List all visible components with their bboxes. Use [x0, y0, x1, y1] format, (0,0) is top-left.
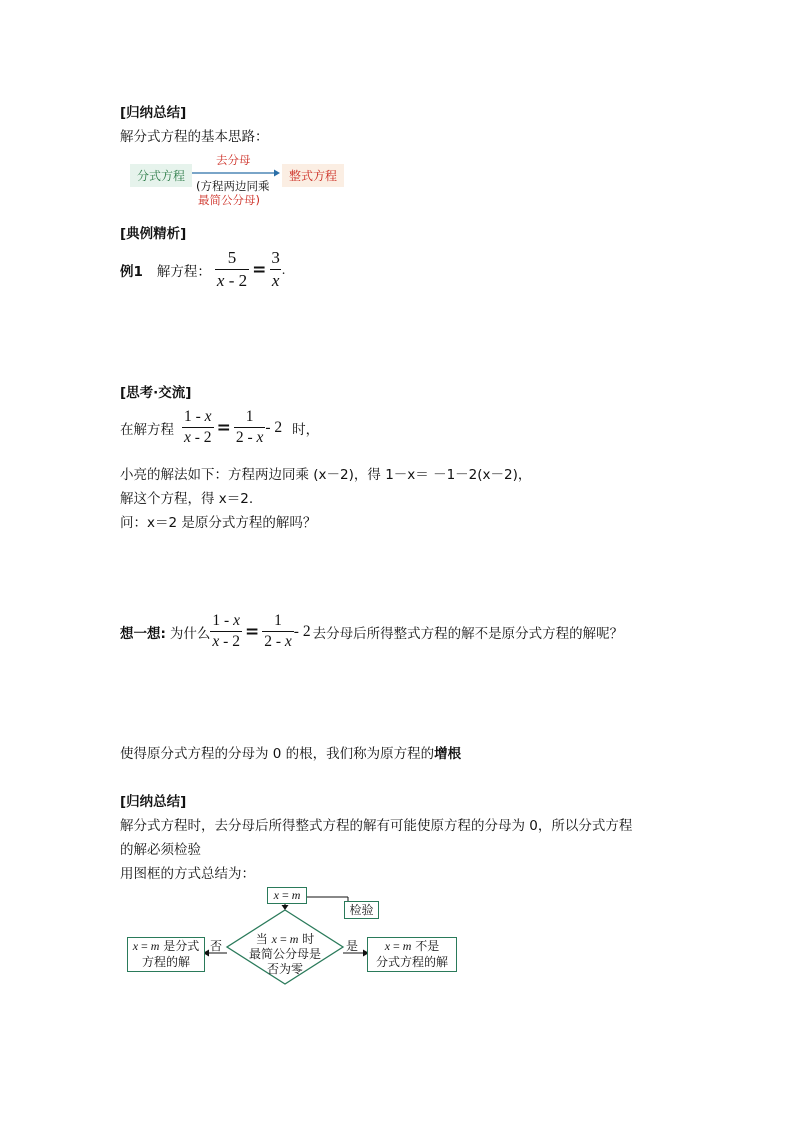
flow-left-box: 分式方程: [130, 164, 192, 187]
definition-text: 使得原分式方程的分母为 0 的根，我们称为原方程的: [120, 746, 435, 762]
numerator: 1: [274, 612, 282, 629]
xiaoliang-method: 小亮的解法如下：方程两边同乘 (x－2)，得 1－x＝ －1－2(x－2)，: [120, 467, 532, 483]
start-var: x: [273, 888, 279, 902]
think2-lhs-fraction: [210, 612, 242, 651]
fraction-var: x: [216, 271, 225, 290]
diamond-var: x: [271, 932, 277, 946]
result-eq: =: [390, 939, 403, 953]
fraction-numerator: 3: [271, 248, 280, 267]
result-var: x: [384, 939, 391, 953]
equals-sign: =: [252, 259, 267, 280]
equation-tail: - 2: [293, 622, 311, 640]
example-1-label: 例1: [120, 263, 143, 280]
period: .: [281, 261, 286, 277]
example-1-lhs-fraction: [215, 248, 249, 291]
diamond-text-part: 当: [255, 932, 272, 946]
equals-sign: =: [216, 417, 231, 438]
example-1-text: 解方程：: [156, 263, 211, 280]
numerator-part: 1 -: [212, 612, 234, 629]
think2-line: [120, 612, 623, 651]
flow-arrow-icon: [192, 168, 280, 178]
result-text: 不是: [411, 939, 440, 953]
solve-line: 解这个方程，得 x＝2.: [120, 491, 254, 507]
think-rhs-fraction: [234, 408, 266, 447]
fraction-numerator: 5: [227, 248, 237, 267]
flow-arrow-note-2: 最简公分母): [198, 193, 260, 207]
start-m: m: [291, 888, 301, 902]
think2-label: 想一想:: [120, 625, 166, 642]
extraneous-root-definition: [120, 742, 461, 762]
result-eq: =: [138, 939, 151, 953]
summary2-line-3: 用图框的方式总结为：: [120, 866, 255, 882]
diamond-eq: =: [276, 932, 290, 946]
start-eq: =: [278, 888, 292, 902]
right-result-box: [367, 937, 457, 972]
summary2-heading: [归纳总结]: [120, 794, 187, 810]
result-text: 是分式: [159, 939, 200, 953]
numerator-part: 1 -: [184, 408, 205, 425]
think-time: 时，: [292, 421, 320, 438]
think2-prefix: 为什么: [169, 625, 211, 642]
fraction-den-rest: - 2: [224, 271, 248, 290]
denominator-var: x: [212, 633, 220, 650]
flow-arrow-note-1: (方程两边同乘: [196, 179, 270, 193]
equals-sign: =: [244, 621, 260, 642]
no-label: 否: [210, 939, 223, 953]
equation-tail: - 2: [265, 418, 283, 436]
result-line-2: 方程的解: [141, 955, 190, 969]
example-1-rhs-fraction: [269, 248, 282, 291]
result-m: m: [150, 939, 160, 953]
diamond-m: m: [289, 932, 299, 946]
think-equation-line: [120, 408, 319, 447]
denominator-part: - 2: [190, 429, 212, 446]
left-result-box: [127, 937, 205, 972]
numerator-var: x: [204, 408, 212, 425]
denominator-var: x: [284, 633, 292, 650]
summary1-heading: [归纳总结]: [120, 105, 187, 121]
numerator-var: x: [233, 612, 240, 629]
question-line: 问：x＝2 是原分式方程的解吗？: [120, 515, 317, 531]
denominator-part: 2 -: [235, 429, 257, 446]
start-box: [267, 887, 307, 904]
summary2-line-2: 的解必须检验: [120, 842, 201, 858]
diamond-text-part: 时: [298, 932, 315, 946]
numerator: 1: [245, 408, 254, 425]
examples-heading: [典例精析]: [120, 226, 187, 242]
result-line-2: 分式方程的解: [375, 955, 448, 969]
example-1: [120, 248, 285, 291]
result-var: x: [132, 939, 139, 953]
think2-rhs-fraction: [262, 612, 294, 651]
yes-label: 是: [346, 939, 359, 953]
denominator-part: - 2: [219, 633, 240, 650]
definition-term: 增根: [434, 746, 462, 762]
denominator-var: x: [256, 429, 264, 446]
result-m: m: [402, 939, 412, 953]
think-intro: 在解方程: [120, 421, 174, 438]
fraction-denominator: x: [271, 271, 280, 290]
flow-right-box: 整式方程: [282, 164, 344, 187]
denominator-part: 2 -: [264, 633, 285, 650]
think-lhs-fraction: [182, 408, 214, 447]
diamond-text: [244, 932, 326, 977]
summary2-line-1: 解分式方程时，去分母后所得整式方程的解有可能使原方程的分母为 0，所以分式方程: [120, 818, 633, 834]
think2-suffix: 去分母后所得整式方程的解不是原分式方程的解呢？: [312, 625, 624, 642]
diamond-line-3: 否为零: [266, 962, 303, 976]
denominator-var: x: [184, 429, 191, 446]
think-heading: [思考·交流]: [120, 385, 192, 401]
diamond-line-2: 最简公分母是: [248, 947, 321, 961]
summary1-line: 解分式方程的基本思路：: [120, 129, 269, 145]
flow-arrow-label: 去分母: [216, 153, 251, 167]
check-box: 检验: [344, 901, 379, 919]
